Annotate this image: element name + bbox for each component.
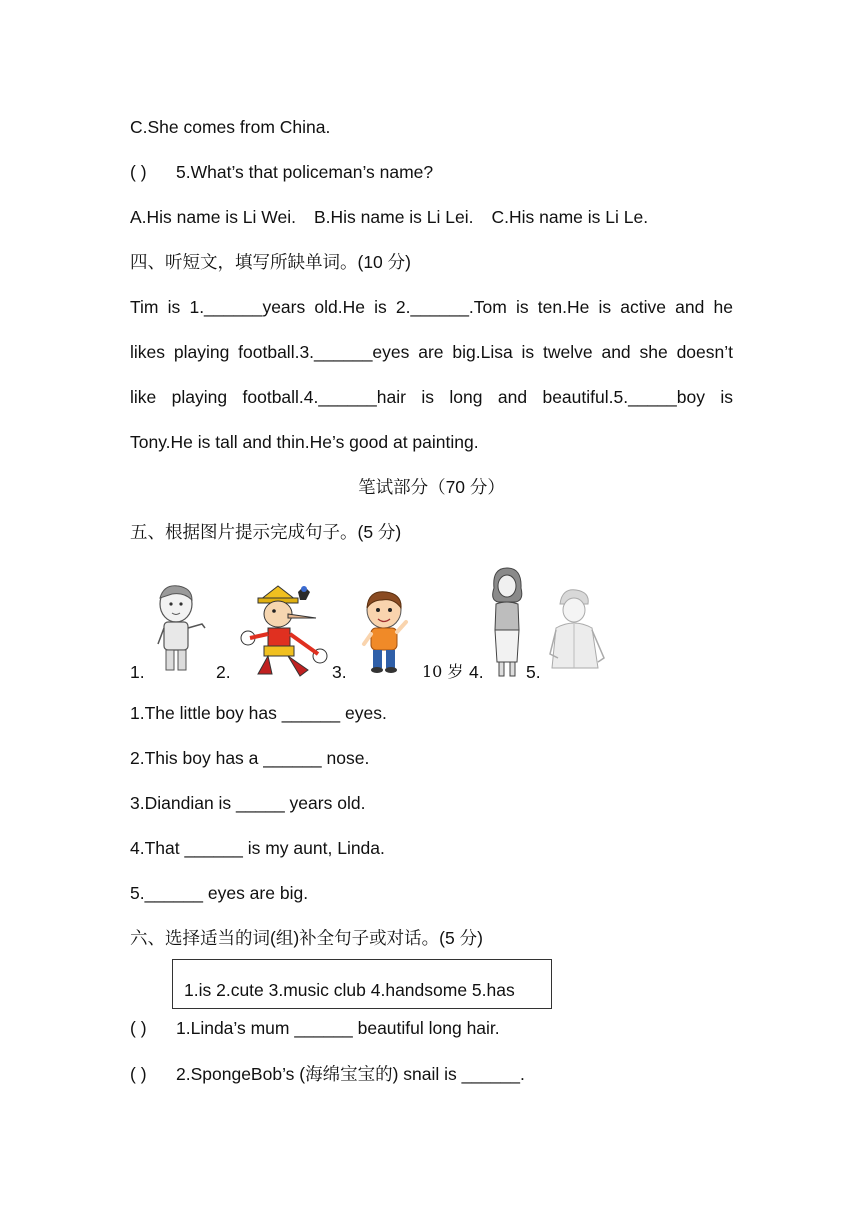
option-b: B.His name is Li Lei. [313,207,474,227]
aunt-illustration [488,566,526,680]
question-5-options [130,206,733,228]
option-a: A.His name is Li Wei. [130,207,296,227]
boy-illustration [150,582,210,674]
passage-line-1: Tim is 1.______years old.He is 2.______.Tom is ten.He is active and he [130,297,733,317]
sentence-1: 1.The little boy has ______ eyes. [130,703,387,723]
answer-bracket[interactable]: ( ) [130,162,147,182]
section-6-question-1 [130,1017,733,1039]
pic-label-2: 2. [216,662,231,682]
answer-bracket[interactable]: ( ) [130,1064,147,1084]
section-6-heading: 六、选择适当的词(组)补全句子或对话。(5 分) [130,928,483,948]
sentence-4: 4.That ______ is my aunt, Linda. [130,838,385,858]
passage-line-3: like playing football.4.______hair is long and beautiful.5._____boy is [130,387,733,407]
pinocchio-illustration [238,582,334,680]
picture-row [130,560,630,685]
pic-label-3: 3. [332,662,347,682]
option-c: C.His name is Li Le. [491,207,649,227]
sentence-5: 5.______ eyes are big. [130,883,309,903]
sentence-2: 2.This boy has a ______ nose. [130,748,370,768]
answer-bracket[interactable]: ( ) [130,1018,147,1038]
written-part-title: 笔试部分（70 分） [358,477,505,497]
question-5 [130,161,733,183]
passage-line-4: Tony.He is tall and thin.He’s good at painting. [130,432,479,452]
question-text: 1.Linda’s mum ______ beautiful long hair. [176,1018,500,1038]
diandian-illustration [358,588,410,674]
option-c-previous: C.She comes from China. [130,117,331,137]
section-5-heading: 五、根据图片提示完成句子。(5 分) [130,522,402,542]
pic-label-4: 4. [469,662,484,682]
question-5-text: 5.What’s that policeman’s name? [176,162,434,182]
pic-label-1: 1. [130,662,145,682]
section-4-heading: 四、听短文，填写所缺单词。(10 分) [130,252,411,272]
man-illustration [546,588,608,674]
pic-label-5: 5. [526,662,541,682]
sentence-3: 3.Diandian is _____ years old. [130,793,366,813]
word-bank-box: 1.is 2.cute 3.music club 4.handsome 5.has [172,959,552,1009]
age-label: 10 岁 [422,662,464,681]
section-6-question-2 [130,1063,733,1085]
question-text: 2.SpongeBob’s (海绵宝宝的) snail is ______. [176,1064,525,1084]
passage-line-2: likes playing football.3.______eyes are big.Lisa is twelve and she doesn’t [130,342,733,362]
